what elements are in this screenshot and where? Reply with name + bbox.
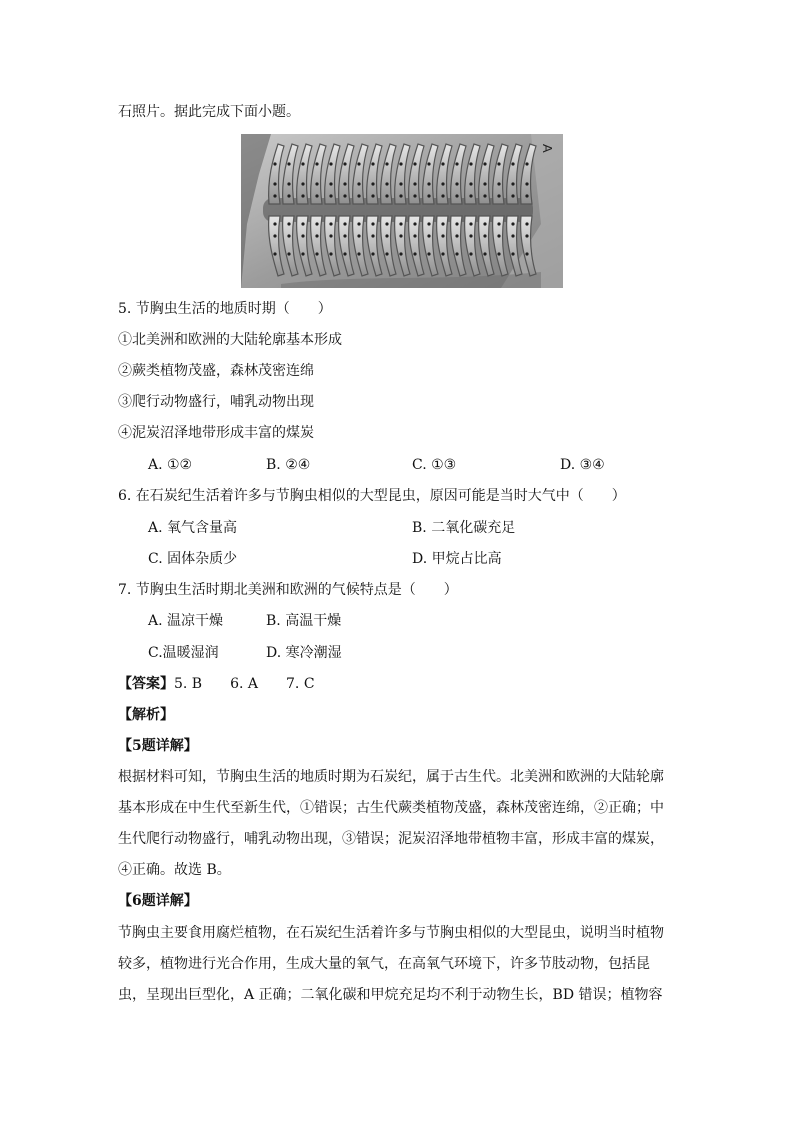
- fossil-dot: [483, 194, 486, 197]
- fossil-dot: [497, 182, 500, 185]
- q5-option-c[interactable]: C. ①③: [412, 457, 457, 473]
- fossil-dot: [525, 194, 528, 197]
- fossil-dot: [525, 162, 528, 165]
- fossil-dot: [357, 194, 360, 197]
- fossil-dot: [385, 182, 388, 185]
- fossil-dot: [427, 252, 430, 255]
- fossil-dot: [511, 222, 514, 225]
- fossil-dot: [469, 252, 472, 255]
- fossil-dot: [427, 182, 430, 185]
- q7-option-d[interactable]: D. 寒冷潮湿: [266, 645, 342, 661]
- fossil-dot: [511, 234, 514, 237]
- fossil-dot: [357, 222, 360, 225]
- fossil-dot: [469, 182, 472, 185]
- fossil-dot: [511, 194, 514, 197]
- q6-stem: 6. 在石炭纪生活着许多与节胸虫相似的大型昆虫，原因可能是当时大气中（ ）: [118, 488, 626, 504]
- answer-label: 【答案】: [118, 676, 174, 692]
- fossil-dot: [287, 222, 290, 225]
- fossil-dot: [455, 252, 458, 255]
- fossil-dot: [483, 222, 486, 225]
- fossil-dot: [329, 252, 332, 255]
- d5-label: 【5题详解】: [118, 738, 198, 754]
- fossil-dot: [483, 234, 486, 237]
- fossil-dot: [301, 162, 304, 165]
- q6-option-c[interactable]: C. 固体杂质少: [148, 551, 238, 567]
- fossil-dot: [469, 222, 472, 225]
- fossil-dot: [455, 194, 458, 197]
- fossil-dot: [287, 162, 290, 165]
- fossil-dot: [525, 222, 528, 225]
- figure-label: A: [540, 144, 555, 153]
- fossil-dot: [273, 234, 276, 237]
- answer-text: 5. B 6. A 7. C: [174, 676, 315, 692]
- d5-line-1: 根据材料可知，节胸虫生活的地质时期为石炭纪，属于古生代。北美洲和欧洲的大陆轮廓: [118, 769, 664, 785]
- fossil-dot: [273, 222, 276, 225]
- d6-line-2: 较多，植物进行光合作用，生成大量的氧气，在高氧气环境下，许多节肢动物，包括昆: [118, 956, 650, 972]
- fossil-dot: [511, 182, 514, 185]
- fossil-dot: [343, 222, 346, 225]
- q6-option-b[interactable]: B. 二氧化碳充足: [412, 520, 516, 536]
- fossil-dot: [483, 252, 486, 255]
- fossil-dot: [357, 234, 360, 237]
- q5-item-3: ③爬行动物盛行，哺乳动物出现: [118, 394, 314, 410]
- q5-item-4: ④泥炭沼泽地带形成丰富的煤炭: [118, 425, 314, 441]
- fossil-dot: [525, 182, 528, 185]
- fossil-dot: [455, 182, 458, 185]
- fossil-dot: [497, 252, 500, 255]
- q7-option-a[interactable]: A. 温凉干燥: [148, 613, 224, 629]
- fossil-dot: [399, 252, 402, 255]
- fossil-dot: [343, 194, 346, 197]
- fossil-dot: [441, 252, 444, 255]
- fossil-dot: [497, 162, 500, 165]
- fossil-dot: [413, 234, 416, 237]
- fossil-dot: [483, 162, 486, 165]
- fossil-dot: [329, 182, 332, 185]
- fossil-dot: [371, 252, 374, 255]
- fossil-dot: [441, 194, 444, 197]
- fossil-dot: [315, 234, 318, 237]
- fossil-dot: [385, 194, 388, 197]
- fossil-dot: [273, 162, 276, 165]
- fossil-dot: [287, 182, 290, 185]
- fossil-dot: [301, 194, 304, 197]
- fossil-dot: [343, 162, 346, 165]
- fossil-dot: [287, 252, 290, 255]
- d6-label: 【6题详解】: [118, 893, 198, 909]
- fossil-dot: [315, 162, 318, 165]
- fossil-dot: [413, 194, 416, 197]
- fossil-dot: [413, 182, 416, 185]
- fossil-dot: [301, 222, 304, 225]
- fossil-dot: [315, 194, 318, 197]
- fossil-dot: [483, 182, 486, 185]
- fossil-dot: [427, 234, 430, 237]
- q5-option-a[interactable]: A. ①②: [148, 457, 193, 473]
- fossil-photo: [241, 134, 563, 288]
- fossil-dot: [301, 182, 304, 185]
- analysis-label: 【解析】: [118, 707, 174, 723]
- fossil-dot: [469, 162, 472, 165]
- q7-option-c[interactable]: C.温暖湿润: [148, 645, 219, 661]
- fossil-dot: [427, 162, 430, 165]
- fossil-dot: [469, 194, 472, 197]
- fossil-dot: [441, 162, 444, 165]
- intro-tail: 石照片。据此完成下面小题。: [118, 104, 300, 120]
- fossil-dot: [273, 182, 276, 185]
- fossil-dot: [441, 222, 444, 225]
- fossil-dot: [385, 222, 388, 225]
- d5-line-2: 基本形成在中生代至新生代，①错误；古生代蕨类植物茂盛，森林茂密连绵，②正确；中: [118, 800, 664, 816]
- q7-stem: 7. 节胸虫生活时期北美洲和欧洲的气候特点是（ ）: [118, 582, 458, 598]
- fossil-dot: [287, 234, 290, 237]
- fossil-dot: [301, 252, 304, 255]
- fossil-dot: [497, 222, 500, 225]
- fossil-dot: [455, 162, 458, 165]
- fossil-dot: [371, 194, 374, 197]
- fossil-dot: [511, 162, 514, 165]
- fossil-dot: [497, 194, 500, 197]
- fossil-dot: [343, 182, 346, 185]
- fossil-dot: [329, 194, 332, 197]
- fossil-dot: [427, 222, 430, 225]
- fossil-dot: [315, 252, 318, 255]
- fossil-dot: [413, 162, 416, 165]
- d6-line-3: 虫，呈现出巨型化，A 正确；二氧化碳和甲烷充足均不利于动物生长，BD 错误；植物容: [118, 987, 663, 1003]
- fossil-dot: [371, 182, 374, 185]
- fossil-dot: [399, 194, 402, 197]
- fossil-dot: [385, 162, 388, 165]
- fossil-dot: [301, 234, 304, 237]
- fossil-dot: [371, 234, 374, 237]
- fossil-dot: [343, 234, 346, 237]
- fossil-dot: [399, 222, 402, 225]
- fossil-dot: [441, 234, 444, 237]
- q5-option-b[interactable]: B. ②④: [266, 457, 311, 473]
- fossil-dot: [399, 182, 402, 185]
- fossil-dot: [357, 252, 360, 255]
- fossil-dot: [511, 252, 514, 255]
- fossil-dot: [441, 182, 444, 185]
- fossil-dot: [357, 182, 360, 185]
- fossil-dot: [413, 222, 416, 225]
- q5-item-1: ①北美洲和欧洲的大陆轮廓基本形成: [118, 332, 342, 348]
- fossil-dot: [273, 194, 276, 197]
- fossil-dot: [357, 162, 360, 165]
- fossil-dot: [525, 234, 528, 237]
- fossil-dot: [385, 252, 388, 255]
- fossil-dot: [399, 162, 402, 165]
- fossil-dot: [315, 182, 318, 185]
- d6-line-1: 节胸虫主要食用腐烂植物，在石炭纪生活着许多与节胸虫相似的大型昆虫，说明当时植物: [118, 925, 664, 941]
- fossil-dot: [399, 234, 402, 237]
- answer-line: [118, 674, 315, 694]
- fossil-dot: [371, 222, 374, 225]
- fossil-dot: [427, 194, 430, 197]
- d5-line-4: ④正确。故选 B。: [118, 862, 231, 878]
- fossil-dot: [329, 162, 332, 165]
- d5-line-3: 生代爬行动物盛行，哺乳动物出现，③错误；泥炭沼泽地带植物丰富，形成丰富的煤炭，: [118, 831, 664, 847]
- q6-option-d[interactable]: D. 甲烷占比高: [412, 551, 502, 567]
- q5-option-d[interactable]: D. ③④: [560, 457, 605, 473]
- fossil-dot: [329, 222, 332, 225]
- q5-item-2: ②蕨类植物茂盛，森林茂密连绵: [118, 363, 314, 379]
- fossil-dot: [273, 252, 276, 255]
- fossil-dot: [315, 222, 318, 225]
- fossil-dot: [455, 234, 458, 237]
- fossil-dot: [371, 162, 374, 165]
- fossil-dot: [413, 252, 416, 255]
- q7-option-b[interactable]: B. 高温干燥: [266, 613, 342, 629]
- fossil-dot: [329, 234, 332, 237]
- fossil-dot: [343, 252, 346, 255]
- fossil-dot: [455, 222, 458, 225]
- fossil-dot: [497, 234, 500, 237]
- fossil-dot: [469, 234, 472, 237]
- q6-option-a[interactable]: A. 氧气含量高: [148, 520, 238, 536]
- fossil-dot: [287, 194, 290, 197]
- fossil-dot: [385, 234, 388, 237]
- q5-stem: 5. 节胸虫生活的地质时期（ ）: [118, 301, 332, 317]
- fossil-dot: [525, 252, 528, 255]
